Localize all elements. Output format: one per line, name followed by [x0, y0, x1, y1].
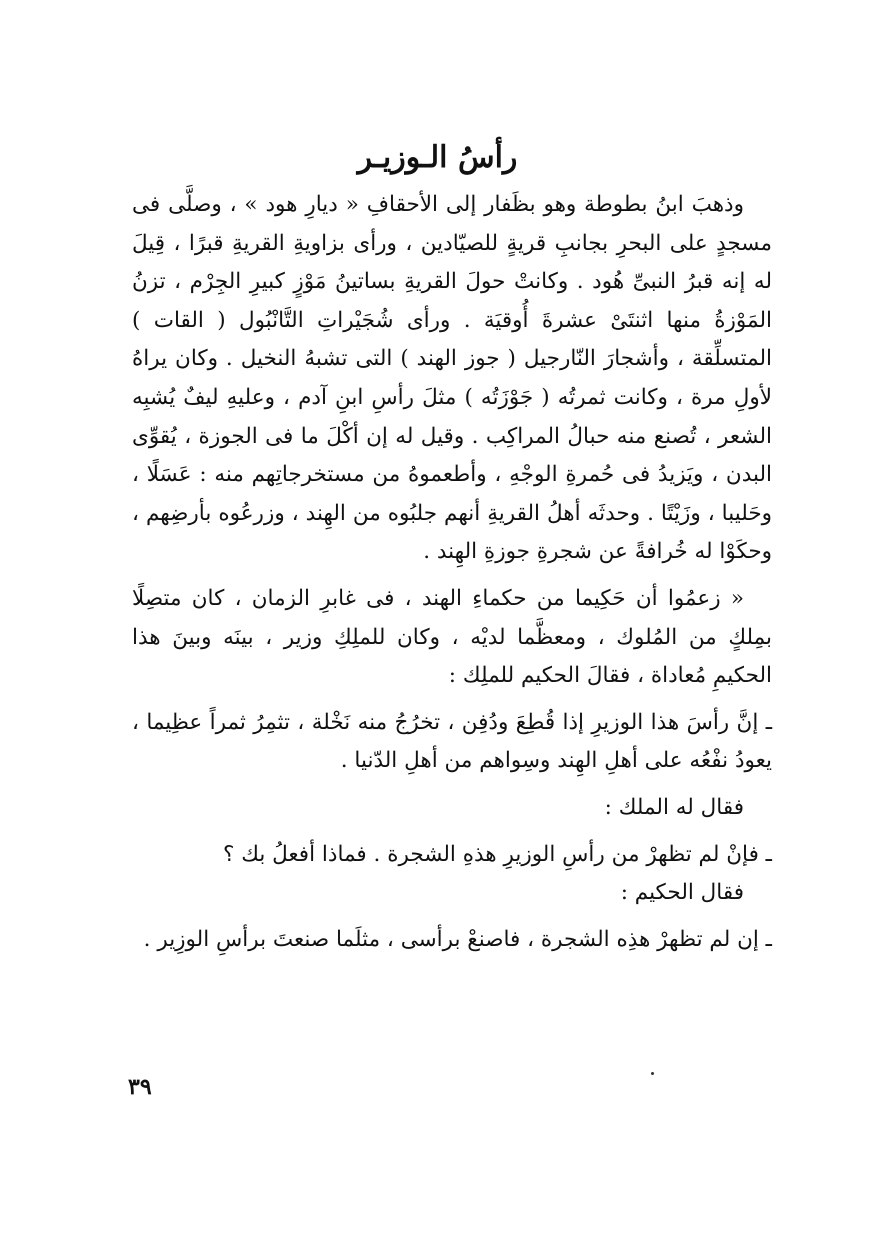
paragraph-7: ـ إن لم تظهرْ هذِه الشجرة ، فاصنعْ برأسى ، مثلَما صنعتَ برأسِ الوزِير .	[143, 926, 772, 952]
scan-speck	[651, 1072, 654, 1075]
paragraph-4: فقال له الملك :	[604, 794, 744, 820]
paragraph-3: ـ إنَّ رأسَ هذا الوزيرِ إذا قُطِعَ ودُفِن ، تخرُجُ منه نَخْلة ، تثمِرُ ثمراً عظِيما ، يعودُ نفْعُه على أهلِ الهِند وسِواهم من أهلِ الدّنيا .	[132, 709, 772, 774]
page-number: ٣٩	[128, 1074, 152, 1100]
body-text	[132, 186, 772, 959]
paragraph-1: وذهبَ ابنُ بطوطة وهو بظَفار إلى الأحقافِ « ديارِ هود » ، وصلَّى فى مسجدٍ على البحرِ بجانبِ قريةٍ للصيّادين ، ورأى بزاويةِ القريةِ قبرًا ، قِيلَ له إنه قبرُ النبىِّ هُود . وكانتْ حولَ القريةِ بساتينُ مَوْزٍ كبيرِ الجِرْم ، تزنُ المَوْزةُ منها اثنتَىْ عشرةَ أُوقيَة . ورأى شُجَيْراتِ التَّانْبُول ( القات ) المتسلِّقة ، وأشجارَ النّارجيل ( جوز الهند ) التى تشبهُ النخيل . وكان يراهُ لأولِ مرة ، وكانت ثمرتُه ( جَوْزَتُه ) مثلَ رأسِ ابنِ آدم ، وعليهِ ليفٌ يُشبِه الشعر ، تُصنع منه حبالُ المراكِب . وقيل له إن أكْلَ ما فى الجوزة ، يُقوِّى البدن ، ويَزيدُ فى حُمرةِ الوجْهِ ، وأطعموهُ من مستخرجاتِهم منه : عَسَلًا ، وحَليبا ، وزَيْتًا . وحدثَه أهلُ القريةِ أنهم جلبُوه من الهِند ، وزرعُوه بأرضِهم ، وحكَوْا له خُرافةً عن شجرةِ جوزةِ الهِند .	[132, 192, 772, 565]
paragraph-5: ـ فإنْ لم تظهرْ من رأسِ الوزيرِ هذهِ الشجرة . فماذا أفعلُ بك ؟	[222, 841, 772, 867]
chapter-title: رأسُ الـوزيـر	[357, 140, 518, 175]
paragraph-6: فقال الحكيم :	[620, 880, 744, 906]
paragraph-2: « زعمُوا أن حَكِيما من حكماءِ الهند ، فى غابرِ الزمان ، كان متصِلًا بمِلكٍ من المُلوك ، ومعظَّما لديْه ، وكان للملِكِ وزير ، بينَه وبينَ هذا الحكيمِ مُعاداة ، فقالَ الحكيم للملِك :	[132, 585, 772, 689]
